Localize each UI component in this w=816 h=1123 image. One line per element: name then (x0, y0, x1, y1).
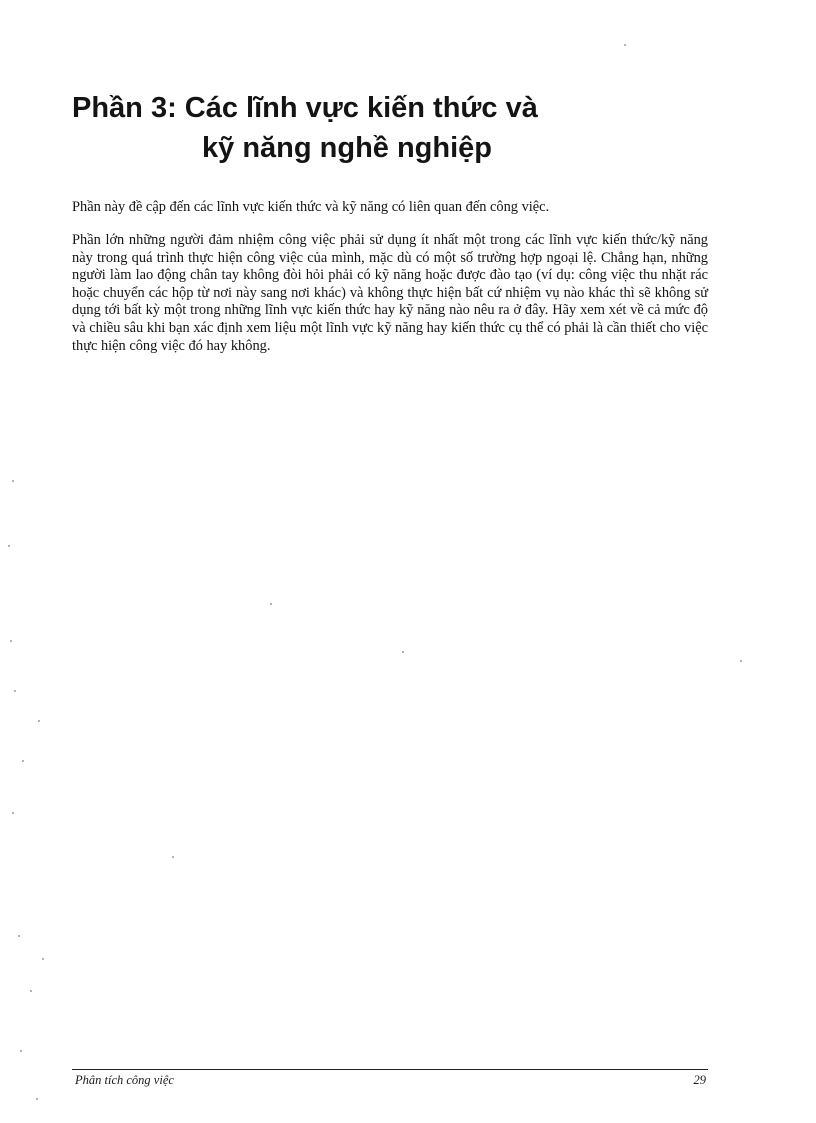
scan-speck (30, 990, 32, 992)
scan-speck (12, 812, 14, 814)
footer-book-title: Phân tích công việc (75, 1073, 174, 1087)
scan-speck (38, 720, 40, 722)
footer-page-number: 29 (693, 1073, 706, 1087)
scan-speck (402, 651, 404, 653)
scan-speck (740, 660, 742, 662)
intro-paragraph: Phần này đề cập đến các lĩnh vực kiến thức và kỹ năng có liên quan đến công việc. (72, 199, 550, 215)
scan-speck (18, 935, 20, 937)
scan-speck (624, 44, 626, 46)
scan-speck (12, 480, 14, 482)
scan-speck (270, 603, 272, 605)
scan-speck (42, 958, 44, 960)
scan-speck (20, 1050, 22, 1052)
scan-speck (22, 760, 24, 762)
scan-speck (14, 690, 16, 692)
title-line-1: Phần 3: Các lĩnh vực kiến thức và (72, 92, 538, 124)
scan-speck (10, 640, 12, 642)
title-line-2: kỹ năng nghề nghiệp (202, 132, 493, 164)
page-title (72, 88, 732, 168)
scan-speck (8, 545, 10, 547)
scan-speck (36, 1098, 38, 1100)
scan-speck (172, 856, 174, 858)
footer-divider (72, 1069, 708, 1070)
body-paragraph: Phần lớn những người đảm nhiệm công việc phải sử dụng ít nhất một trong các lĩnh vực kiến thức/kỹ năng này trong quá trình thực hiện công việc của mình, mặc dù có một số trường hợp ngoại lệ. Chẳng hạn, những người làm lao động chân tay không đòi hỏi phải có kỹ năng hoặc được đào tạo (ví dụ: công việc thu nhặt rác hoặc chuyển các hộp từ nơi này sang nơi khác) và không thực hiện bất cứ nhiệm vụ nào khác thì sẽ không sử dụng tới bất kỳ một trong những lĩnh vực kiến thức hay kỹ năng nào nêu ra ở đây. Hãy xem xét về cả mức độ và chiều sâu khi bạn xác định xem liệu một lĩnh vực kỹ năng hay kiến thức cụ thể có phải là cần thiết cho việc thực hiện công việc đó hay không. (72, 232, 708, 354)
